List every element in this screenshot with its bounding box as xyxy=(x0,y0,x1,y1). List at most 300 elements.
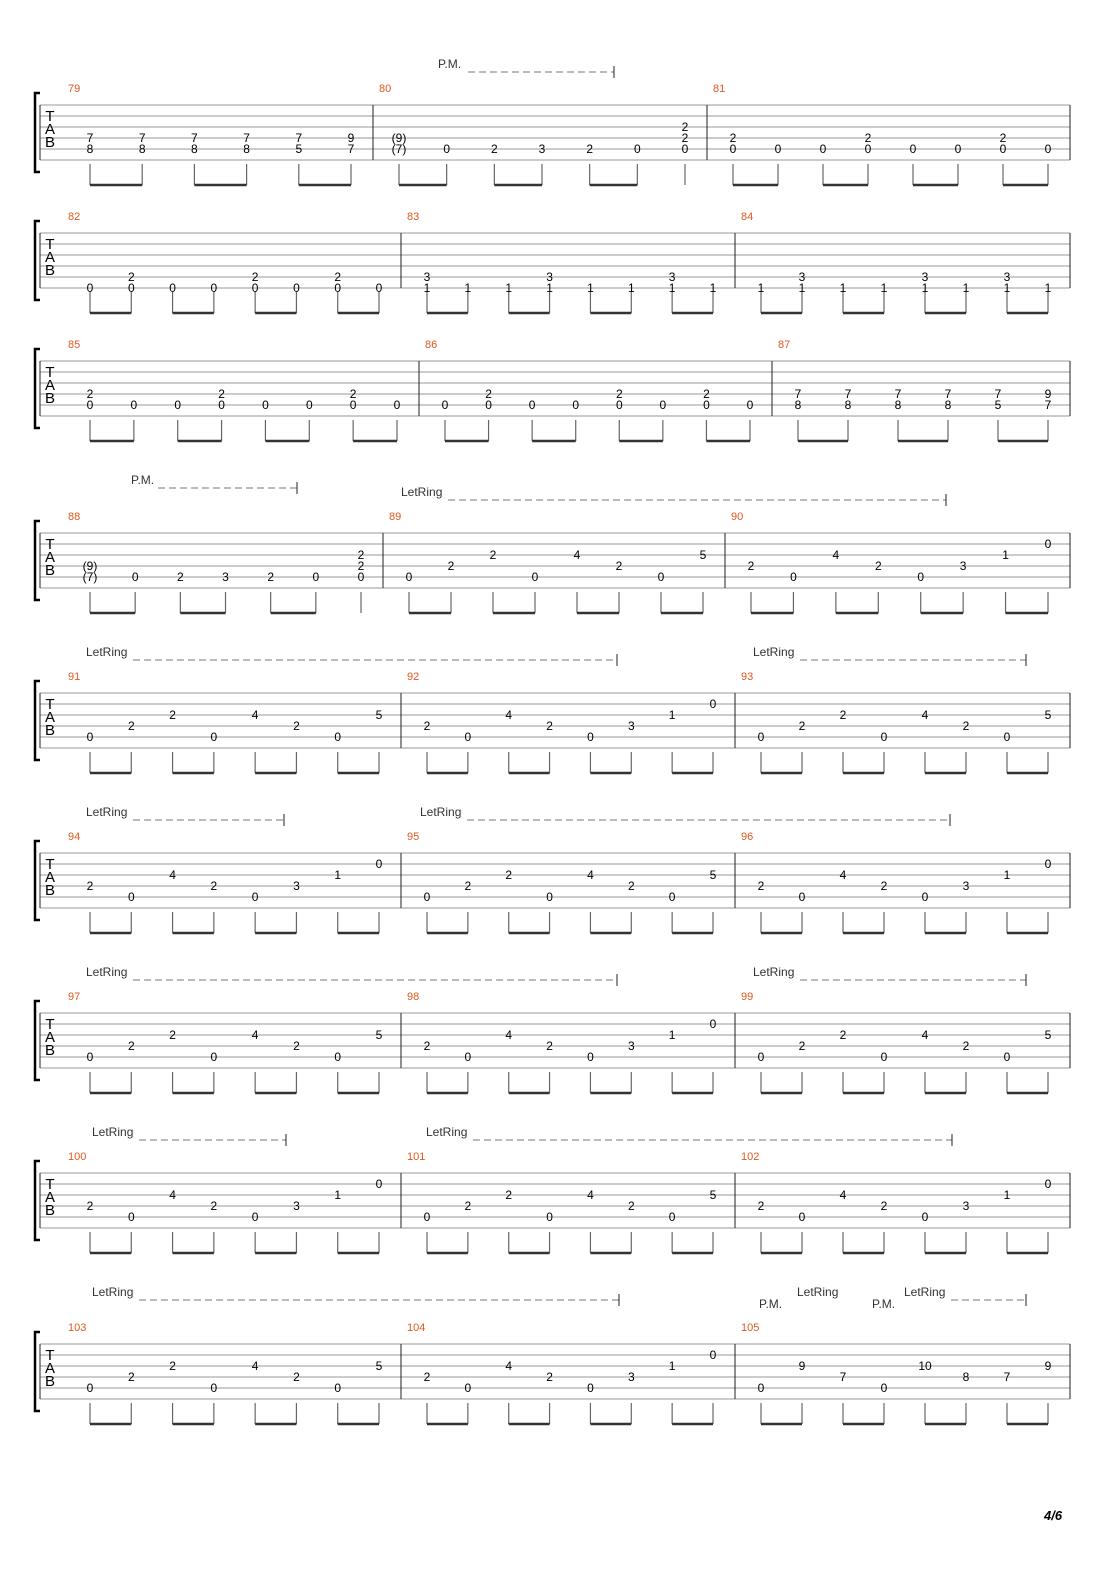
fret-number: 4 xyxy=(251,708,259,722)
fret-number: 4 xyxy=(505,1028,513,1042)
tab-system xyxy=(35,991,1070,1093)
let-ring-label: LetRing xyxy=(753,965,795,979)
measure-number: 83 xyxy=(407,211,420,223)
fret-number: 8 xyxy=(944,398,952,412)
fret-number: 0 xyxy=(441,398,449,412)
fret-number: 0 xyxy=(999,142,1007,156)
fret-number: 2 xyxy=(615,387,623,401)
fret-number: 1 xyxy=(798,281,806,295)
tab-clef-letter: A xyxy=(44,709,56,726)
fret-number: 5 xyxy=(375,708,383,722)
fret-number: 0 xyxy=(528,398,536,412)
fret-number: 7 xyxy=(994,387,1002,401)
fret-number: 2 xyxy=(210,879,218,893)
fret-number: 7 xyxy=(794,387,802,401)
page-number: 4/6 xyxy=(1044,1508,1063,1523)
tab-clef-letter: B xyxy=(44,134,56,151)
fret-number: 2 xyxy=(546,719,553,733)
fret-number: 1 xyxy=(464,281,472,295)
fret-number: 1 xyxy=(668,281,676,295)
fret-number: 1 xyxy=(587,281,594,295)
tab-clef-letter: T xyxy=(45,856,55,873)
fret-number: 1 xyxy=(921,281,929,295)
fret-number: 2 xyxy=(490,142,498,156)
fret-number: 7 xyxy=(295,131,303,145)
fret-number: 3 xyxy=(293,879,300,893)
fret-number: 0 xyxy=(909,142,917,156)
tab-clef-letter: A xyxy=(44,1360,56,1377)
fret-number: 4 xyxy=(839,868,847,882)
measure-number: 98 xyxy=(407,991,420,1003)
fret-number: 0 xyxy=(251,1210,259,1224)
fret-number: 1 xyxy=(962,281,970,295)
fret-number: 5 xyxy=(709,868,717,882)
tab-system xyxy=(35,1322,1070,1424)
tab-clef-letter: B xyxy=(44,882,56,899)
fret-number: 1 xyxy=(627,281,635,295)
fret-number: 8 xyxy=(138,142,146,156)
fret-number: 3 xyxy=(668,270,676,284)
fret-number: 2 xyxy=(681,120,689,134)
fret-number: 0 xyxy=(375,857,383,871)
fret-number: 2 xyxy=(485,387,492,401)
fret-number: 0 xyxy=(668,890,676,904)
fret-number: 0 xyxy=(757,730,765,744)
system-bracket xyxy=(35,681,40,760)
measure-number: 79 xyxy=(68,83,81,95)
let-ring-label: LetRing xyxy=(753,645,795,659)
fret-number: 2 xyxy=(169,1028,176,1042)
fret-number: 3 xyxy=(627,1370,635,1384)
palm-mute-label: P.M. xyxy=(131,473,155,487)
fret-number: 7 xyxy=(844,387,852,401)
fret-number: 0 xyxy=(251,281,259,295)
fret-number: 7 xyxy=(839,1370,847,1384)
fret-number: 4 xyxy=(169,1188,176,1202)
fret-number: 0 xyxy=(443,142,451,156)
fret-number: 0 xyxy=(349,398,357,412)
fret-number: 2 xyxy=(293,1370,300,1384)
fret-number: 3 xyxy=(627,1039,635,1053)
fret-number: 0 xyxy=(86,1050,94,1064)
tab-clef-letter: T xyxy=(45,364,55,381)
tab-system xyxy=(35,1151,1070,1253)
fret-number: 0 xyxy=(305,398,313,412)
tab-clef-letter: A xyxy=(44,869,56,886)
fret-number: 3 xyxy=(962,1199,970,1213)
fret-number: 2 xyxy=(586,142,594,156)
system-bracket xyxy=(35,521,40,600)
fret-number: 0 xyxy=(464,730,472,744)
fret-number: 0 xyxy=(709,697,717,711)
system-bracket xyxy=(35,93,40,172)
fret-number: 0 xyxy=(174,398,182,412)
fret-number: 7 xyxy=(944,387,952,401)
let-ring-label: LetRing xyxy=(86,645,128,659)
fret-number: 0 xyxy=(757,1381,765,1395)
fret-number: 0 xyxy=(703,398,710,412)
palm-mute-label: P.M. xyxy=(872,1297,896,1311)
fret-number: 4 xyxy=(251,1359,259,1373)
fret-number: 2 xyxy=(546,1039,553,1053)
fret-number: 3 xyxy=(423,270,431,284)
let-ring-label: LetRing xyxy=(92,1285,134,1299)
fret-number: 0 xyxy=(659,398,667,412)
fret-number: 0 xyxy=(633,142,641,156)
fret-number: 4 xyxy=(505,708,513,722)
fret-number: 0 xyxy=(880,1050,888,1064)
tab-clef-letter: A xyxy=(44,121,56,138)
fret-number: 0 xyxy=(657,570,665,584)
fret-number: 1 xyxy=(1003,868,1011,882)
fret-number: 2 xyxy=(293,1039,300,1053)
fret-number: 0 xyxy=(572,398,580,412)
fret-number: 0 xyxy=(587,730,594,744)
fret-number: 1 xyxy=(505,281,513,295)
fret-number: 0 xyxy=(130,398,138,412)
tab-clef-letter: T xyxy=(45,696,55,713)
fret-number: (9) xyxy=(391,131,407,145)
fret-number: 5 xyxy=(375,1028,383,1042)
fret-number: 0 xyxy=(262,398,269,412)
fret-number: 0 xyxy=(86,281,94,295)
fret-number: 1 xyxy=(668,1359,676,1373)
measure-number: 81 xyxy=(713,83,726,95)
fret-number: 2 xyxy=(747,559,755,573)
fret-number: 3 xyxy=(921,270,929,284)
system-bracket xyxy=(35,349,40,428)
tab-system xyxy=(35,83,1070,185)
fret-number: (7) xyxy=(82,570,98,584)
fret-number: 2 xyxy=(176,570,184,584)
fret-number: 0 xyxy=(393,398,401,412)
fret-number: 0 xyxy=(864,142,872,156)
fret-number: 0 xyxy=(312,570,320,584)
measure-number: 93 xyxy=(741,671,754,683)
system-bracket xyxy=(35,221,40,300)
fret-number: 2 xyxy=(267,570,275,584)
measure-number: 104 xyxy=(407,1322,426,1334)
let-ring-label: LetRing xyxy=(86,965,128,979)
fret-number: 3 xyxy=(222,570,229,584)
fret-number: 2 xyxy=(334,270,342,284)
fret-number: 0 xyxy=(334,281,342,295)
fret-number: 0 xyxy=(210,1381,218,1395)
fret-number: 2 xyxy=(839,1028,847,1042)
fret-number: 1 xyxy=(880,281,888,295)
system-bracket xyxy=(35,841,40,920)
fret-number: 7 xyxy=(894,387,902,401)
fret-number: 2 xyxy=(464,1199,472,1213)
system-bracket xyxy=(35,1161,40,1240)
measure-number: 90 xyxy=(731,511,744,523)
fret-number: 5 xyxy=(1044,708,1052,722)
tab-clef-letter: A xyxy=(44,549,56,566)
fret-number: 0 xyxy=(86,1381,94,1395)
tab-system xyxy=(35,831,1070,933)
fret-number: 8 xyxy=(844,398,852,412)
fret-number: 0 xyxy=(423,1210,431,1224)
tab-system xyxy=(35,211,1070,313)
fret-number: 0 xyxy=(375,1177,383,1191)
fret-number: 2 xyxy=(681,131,689,145)
measure-number: 82 xyxy=(68,211,81,223)
fret-number: 4 xyxy=(587,1188,594,1202)
measure-number: 84 xyxy=(741,211,754,223)
fret-number: 0 xyxy=(681,142,689,156)
fret-number: 4 xyxy=(169,868,176,882)
fret-number: 0 xyxy=(485,398,492,412)
fret-number: 9 xyxy=(347,131,355,145)
fret-number: 4 xyxy=(587,868,594,882)
tab-clef-letter: T xyxy=(45,1016,55,1033)
tab-clef-letter: A xyxy=(44,377,56,394)
fret-number: 4 xyxy=(505,1359,513,1373)
measure-number: 95 xyxy=(407,831,420,843)
fret-number: 8 xyxy=(794,398,802,412)
fret-number: 2 xyxy=(999,131,1007,145)
measure-number: 96 xyxy=(741,831,754,843)
let-ring-label: LetRing xyxy=(401,485,443,499)
fret-number: 2 xyxy=(798,1039,806,1053)
tab-clef-letter: B xyxy=(44,390,56,407)
fret-number: 5 xyxy=(1044,1028,1052,1042)
fret-number: 2 xyxy=(218,387,225,401)
fret-number: 2 xyxy=(505,868,513,882)
measure-number: 88 xyxy=(68,511,81,523)
fret-number: 0 xyxy=(127,890,135,904)
fret-number: 0 xyxy=(709,1017,717,1031)
fret-number: 0 xyxy=(546,890,553,904)
fret-number: 0 xyxy=(1003,1050,1011,1064)
tab-clef-letter: B xyxy=(44,722,56,739)
fret-number: 2 xyxy=(505,1188,513,1202)
fret-number: 0 xyxy=(86,730,94,744)
fret-number: 0 xyxy=(334,1050,342,1064)
measure-number: 100 xyxy=(68,1151,87,1163)
fret-number: 2 xyxy=(127,1370,135,1384)
fret-number: 1 xyxy=(1044,281,1052,295)
fret-number: 3 xyxy=(538,142,546,156)
fret-number: 2 xyxy=(210,1199,218,1213)
fret-number: 0 xyxy=(954,142,962,156)
measure-number: 86 xyxy=(425,339,438,351)
fret-number: 1 xyxy=(1003,1188,1011,1202)
fret-number: 2 xyxy=(627,1199,635,1213)
fret-number: 0 xyxy=(798,1210,806,1224)
tab-system xyxy=(35,511,1070,613)
fret-number: 0 xyxy=(1044,1177,1052,1191)
fret-number: 0 xyxy=(169,281,176,295)
measure-number: 92 xyxy=(407,671,420,683)
fret-number: 0 xyxy=(790,570,797,584)
fret-number: 0 xyxy=(774,142,782,156)
fret-number: 7 xyxy=(1003,1370,1011,1384)
fret-number: 2 xyxy=(447,559,455,573)
tab-clef-letter: T xyxy=(45,536,55,553)
measure-number: 105 xyxy=(741,1322,760,1334)
fret-number: 2 xyxy=(423,1370,431,1384)
fret-number: 0 xyxy=(546,1210,553,1224)
fret-number: 0 xyxy=(917,570,925,584)
measure-number: 89 xyxy=(389,511,402,523)
fret-number: 8 xyxy=(86,142,94,156)
fret-number: 2 xyxy=(757,879,765,893)
fret-number: 2 xyxy=(169,708,176,722)
fret-number: 0 xyxy=(334,1381,342,1395)
fret-number: 5 xyxy=(994,398,1002,412)
fret-number: 5 xyxy=(699,548,707,562)
fret-number: 9 xyxy=(1044,387,1052,401)
fret-number: 2 xyxy=(864,131,872,145)
fret-number: 0 xyxy=(464,1381,472,1395)
fret-number: 2 xyxy=(86,387,94,401)
tab-clef-letter: B xyxy=(44,1042,56,1059)
measure-number: 94 xyxy=(68,831,81,843)
measure-number: 101 xyxy=(407,1151,426,1163)
fret-number: 2 xyxy=(703,387,710,401)
fret-number: 0 xyxy=(668,1210,676,1224)
tab-clef-letter: A xyxy=(44,1029,56,1046)
measure-number: 85 xyxy=(68,339,81,351)
fret-number: 2 xyxy=(615,559,623,573)
fret-number: 5 xyxy=(709,1188,717,1202)
fret-number: 7 xyxy=(243,131,250,145)
fret-number: 4 xyxy=(921,1028,929,1042)
fret-number: 0 xyxy=(819,142,827,156)
fret-number: 0 xyxy=(615,398,623,412)
fret-number: 2 xyxy=(880,1199,888,1213)
tab-clef-letter: T xyxy=(45,1347,55,1364)
fret-number: 1 xyxy=(839,281,847,295)
fret-number: 0 xyxy=(531,570,539,584)
fret-number: 8 xyxy=(962,1370,970,1384)
fret-number: 10 xyxy=(918,1359,932,1373)
fret-number: 1 xyxy=(334,1188,342,1202)
fret-number: 0 xyxy=(423,890,431,904)
fret-number: 0 xyxy=(921,1210,929,1224)
fret-number: 2 xyxy=(757,1199,765,1213)
fret-number: 2 xyxy=(86,1199,94,1213)
fret-number: 0 xyxy=(210,1050,218,1064)
measure-number: 91 xyxy=(68,671,81,683)
fret-number: 1 xyxy=(334,868,342,882)
tab-clef-letter: A xyxy=(44,1189,56,1206)
fret-number: 0 xyxy=(464,1050,472,1064)
fret-number: 2 xyxy=(251,270,259,284)
fret-number: 0 xyxy=(1003,730,1011,744)
tab-clef-letter: T xyxy=(45,108,55,125)
fret-number: 1 xyxy=(757,281,765,295)
fret-number: 2 xyxy=(627,879,635,893)
let-ring-label: LetRing xyxy=(426,1125,468,1139)
fret-number: 2 xyxy=(127,1039,135,1053)
fret-number: 5 xyxy=(295,142,303,156)
measure-number: 103 xyxy=(68,1322,87,1334)
fret-number: 4 xyxy=(251,1028,259,1042)
fret-number: 2 xyxy=(880,879,888,893)
fret-number: 2 xyxy=(874,559,882,573)
fret-number: 3 xyxy=(293,1199,300,1213)
fret-number: 5 xyxy=(375,1359,383,1373)
fret-number: 0 xyxy=(757,1050,765,1064)
fret-number: 2 xyxy=(839,708,847,722)
fret-number: 4 xyxy=(839,1188,847,1202)
fret-number: 2 xyxy=(489,548,497,562)
fret-number: 7 xyxy=(138,131,146,145)
fret-number: 3 xyxy=(959,559,967,573)
fret-number: 0 xyxy=(798,890,806,904)
measure-number: 87 xyxy=(778,339,791,351)
fret-number: 0 xyxy=(587,1050,594,1064)
fret-number: 1 xyxy=(423,281,431,295)
fret-number: 2 xyxy=(423,1039,431,1053)
let-ring-label: LetRing xyxy=(92,1125,134,1139)
fret-number: 2 xyxy=(86,879,94,893)
fret-number: 0 xyxy=(334,730,342,744)
fret-number: 0 xyxy=(880,730,888,744)
system-bracket xyxy=(35,1332,40,1411)
let-ring-label: LetRing xyxy=(420,805,462,819)
fret-number: 3 xyxy=(627,719,635,733)
fret-number: 0 xyxy=(293,281,300,295)
measure-number: 80 xyxy=(379,83,392,95)
fret-number: 2 xyxy=(798,719,806,733)
fret-number: 2 xyxy=(169,1359,176,1373)
fret-number: 0 xyxy=(405,570,413,584)
fret-number: 1 xyxy=(668,1028,676,1042)
fret-number: 8 xyxy=(243,142,250,156)
fret-number: 0 xyxy=(746,398,754,412)
fret-number: 0 xyxy=(251,890,259,904)
system-bracket xyxy=(35,1001,40,1080)
tab-system xyxy=(35,671,1070,773)
fret-number: 7 xyxy=(1044,398,1052,412)
fret-number: 2 xyxy=(423,719,431,733)
let-ring-label: LetRing xyxy=(797,1285,839,1299)
tab-clef-letter: A xyxy=(44,249,56,266)
fret-number: 0 xyxy=(587,1381,594,1395)
fret-number: 0 xyxy=(86,398,94,412)
fret-number: 0 xyxy=(1044,142,1052,156)
fret-number: 0 xyxy=(375,281,383,295)
fret-number: 4 xyxy=(573,548,581,562)
fret-number: 0 xyxy=(1044,537,1052,551)
measure-number: 99 xyxy=(741,991,754,1003)
tab-clef-letter: B xyxy=(44,562,56,579)
fret-number: (9) xyxy=(82,559,98,573)
tab-clef-letter: T xyxy=(45,1176,55,1193)
tab-clef-letter: T xyxy=(45,236,55,253)
let-ring-label: LetRing xyxy=(904,1285,946,1299)
fret-number: 2 xyxy=(546,1370,553,1384)
fret-number: 2 xyxy=(729,131,737,145)
fret-number: (7) xyxy=(391,142,407,156)
fret-number: 0 xyxy=(729,142,737,156)
fret-number: 7 xyxy=(347,142,355,156)
let-ring-label: LetRing xyxy=(86,805,128,819)
measure-number: 102 xyxy=(741,1151,760,1163)
fret-number: 2 xyxy=(357,548,365,562)
tab-clef-letter: B xyxy=(44,1202,56,1219)
fret-number: 2 xyxy=(127,719,135,733)
fret-number: 4 xyxy=(832,548,840,562)
fret-number: 3 xyxy=(546,270,553,284)
fret-number: 0 xyxy=(880,1381,888,1395)
fret-number: 0 xyxy=(131,570,139,584)
fret-number: 2 xyxy=(349,387,357,401)
fret-number: 0 xyxy=(709,1348,717,1362)
